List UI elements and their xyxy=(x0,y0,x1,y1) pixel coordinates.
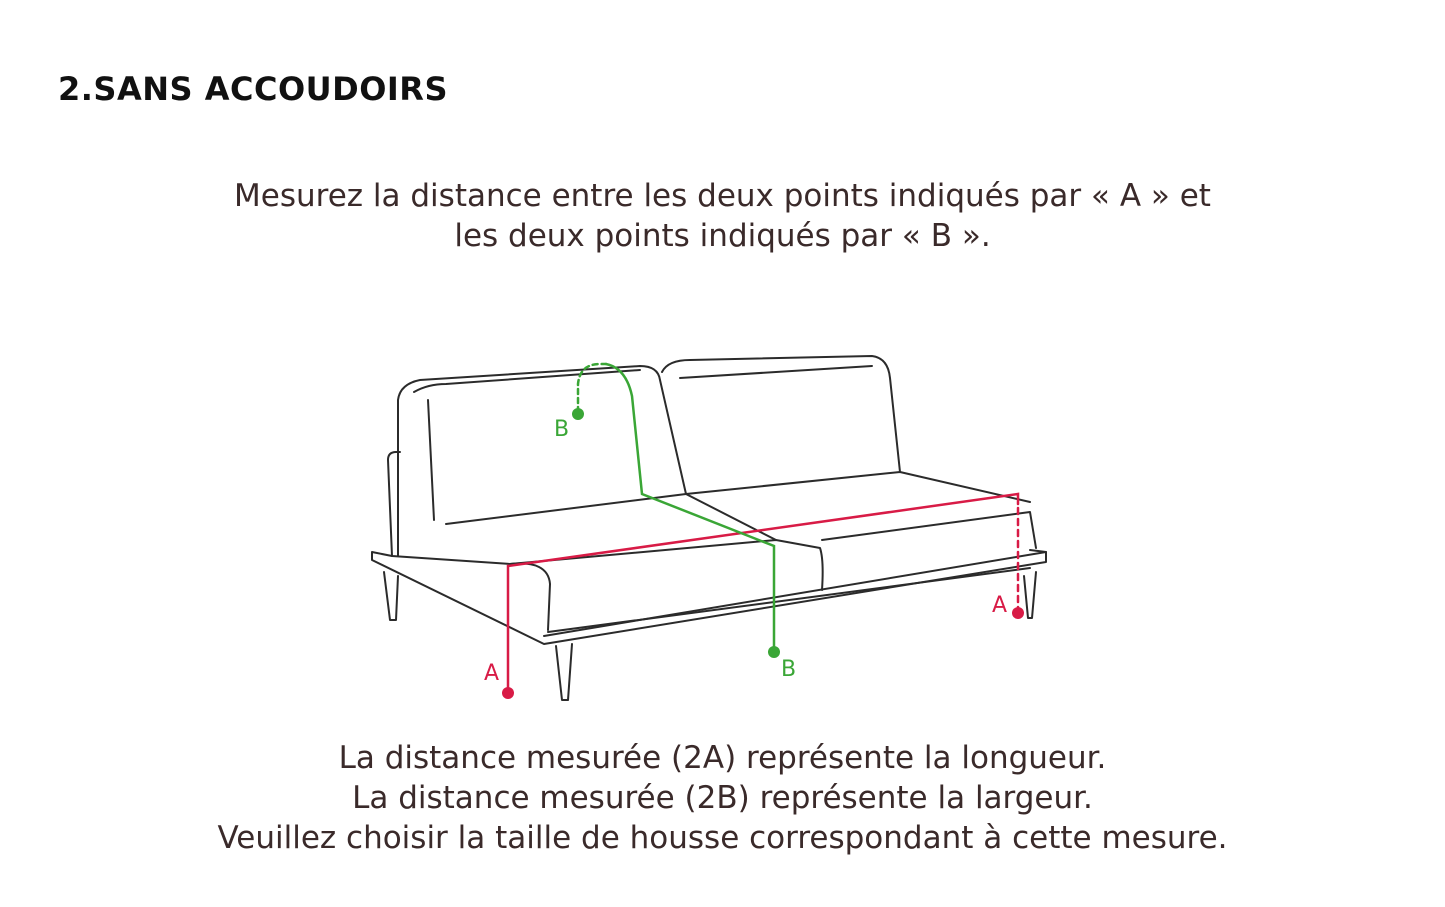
sofa-base-frame-top xyxy=(544,552,1046,636)
label-b-top: B xyxy=(554,417,570,442)
notes-line-1: La distance mesurée (2A) représente la longueur. xyxy=(338,740,1107,776)
sofa-seat-front xyxy=(510,563,550,630)
sofa-seat-back-edge xyxy=(446,472,1030,524)
sofa-leg-front-left xyxy=(556,644,572,700)
sofa-illustration xyxy=(372,356,1046,700)
sofa-base-frame xyxy=(372,550,1046,644)
measure-b-dashed xyxy=(578,364,606,412)
instructions-line-2: les deux points indiqués par « B ». xyxy=(454,218,991,254)
measure-b-line xyxy=(606,364,774,652)
sofa-backrest-right xyxy=(662,356,900,472)
sofa-leg-left-back xyxy=(384,572,398,620)
measure-b-point-top xyxy=(572,408,584,420)
notes-line-2: La distance mesurée (2B) représente la largeur. xyxy=(352,780,1093,816)
sofa-backrest-left xyxy=(398,366,686,556)
page-title: 2.SANS ACCOUDOIRS xyxy=(58,70,448,108)
sofa-seat-left xyxy=(510,540,823,590)
label-a-right: A xyxy=(992,593,1008,618)
measurement-notes xyxy=(0,738,1445,858)
measure-b-path xyxy=(578,364,774,652)
sofa-backrest-right-inner xyxy=(680,366,872,378)
sofa-leg-right xyxy=(1024,572,1036,618)
label-a-left: A xyxy=(484,661,500,686)
instructions-line-1: Mesurez la distance entre les deux points indiqués par « A » et xyxy=(234,178,1211,214)
measure-a-point-left xyxy=(502,687,514,699)
sofa-backrest-left-edge xyxy=(428,400,434,520)
notes-line-3: Veuillez choisir la taille de housse correspondant à cette mesure. xyxy=(217,820,1228,856)
measure-b-point-bottom xyxy=(768,646,780,658)
label-b-bottom: B xyxy=(781,657,797,682)
measure-a-point-right xyxy=(1012,607,1024,619)
